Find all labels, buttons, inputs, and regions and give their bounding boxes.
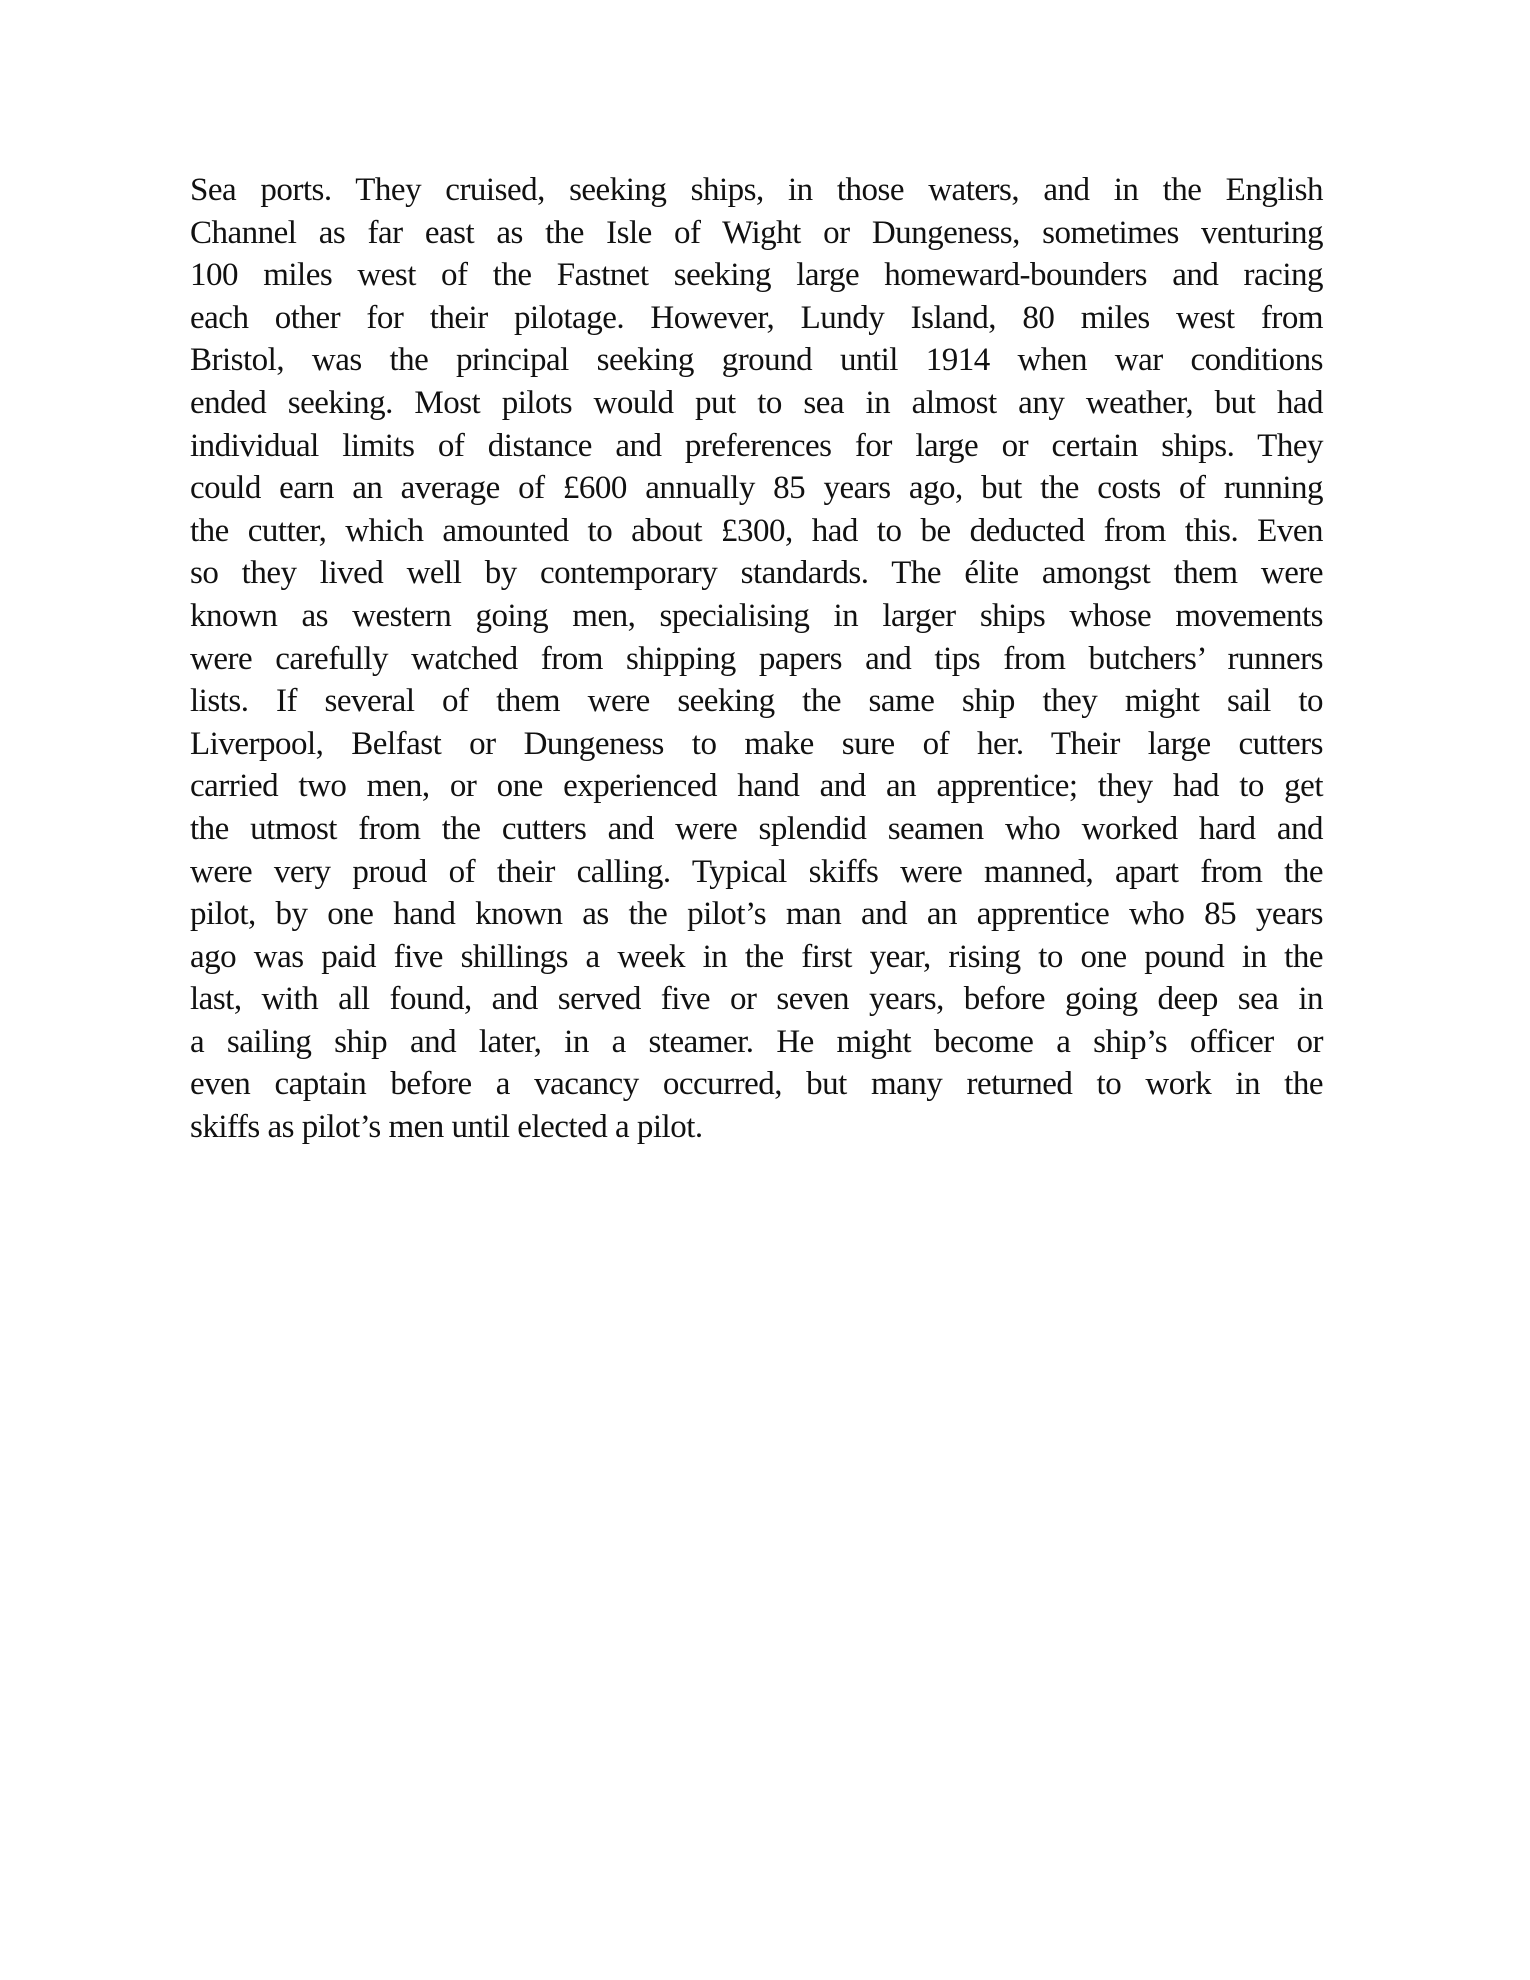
text-line: lists. If several of them were seeking the same ship they might sail to <box>190 683 1323 720</box>
text-line: Sea ports. They cruised, seeking ships, in those waters, and in the English <box>190 172 1323 208</box>
text-line: each other for their pilotage. However, Lundy Island, 80 miles west from <box>190 299 1323 336</box>
text-line: carried two men, or one experienced hand and an apprentice; they had to get <box>190 768 1323 805</box>
text-line: were carefully watched from shipping papers and tips from butchers’ runners <box>190 640 1323 677</box>
text-line: individual limits of distance and preferences for large or certain ships. They <box>190 427 1323 464</box>
text-line: Channel as far east as the Isle of Wight or Dungeness, sometimes venturing <box>190 214 1323 251</box>
text-line: ago was paid five shillings a week in the first year, rising to one pound in the <box>190 938 1323 975</box>
text-line: even captain before a vacancy occurred, but many returned to work in the <box>190 1066 1323 1103</box>
text-line: skiffs as pilot’s men until elected a pilot. <box>190 1109 703 1146</box>
text-line: ended seeking. Most pilots would put to sea in almost any weather, but had <box>190 384 1323 421</box>
text-line: pilot, by one hand known as the pilot’s man and an apprentice who 85 years <box>190 896 1323 933</box>
text-line: last, with all found, and served five or seven years, before going deep sea in <box>190 981 1323 1018</box>
text-line: Bristol, was the principal seeking ground until 1914 when war conditions <box>190 342 1323 379</box>
text-line: could earn an average of £600 annually 85 years ago, but the costs of running <box>190 470 1323 507</box>
text-line: a sailing ship and later, in a steamer. He might become a ship’s officer or <box>190 1023 1323 1060</box>
text-line: 100 miles west of the Fastnet seeking large homeward-bounders and racing <box>190 257 1323 294</box>
body-paragraph <box>190 169 1323 1149</box>
text-line: Liverpool, Belfast or Dungeness to make sure of her. Their large cutters <box>190 725 1323 762</box>
text-line: the cutter, which amounted to about £300, had to be deducted from this. Even <box>190 512 1323 549</box>
text-line: known as western going men, specialising in larger ships whose movements <box>190 597 1323 634</box>
text-line: were very proud of their calling. Typical skiffs were manned, apart from the <box>190 853 1323 890</box>
text-line: the utmost from the cutters and were splendid seamen who worked hard and <box>190 810 1323 847</box>
text-line: so they lived well by contemporary standards. The élite amongst them were <box>190 555 1323 592</box>
